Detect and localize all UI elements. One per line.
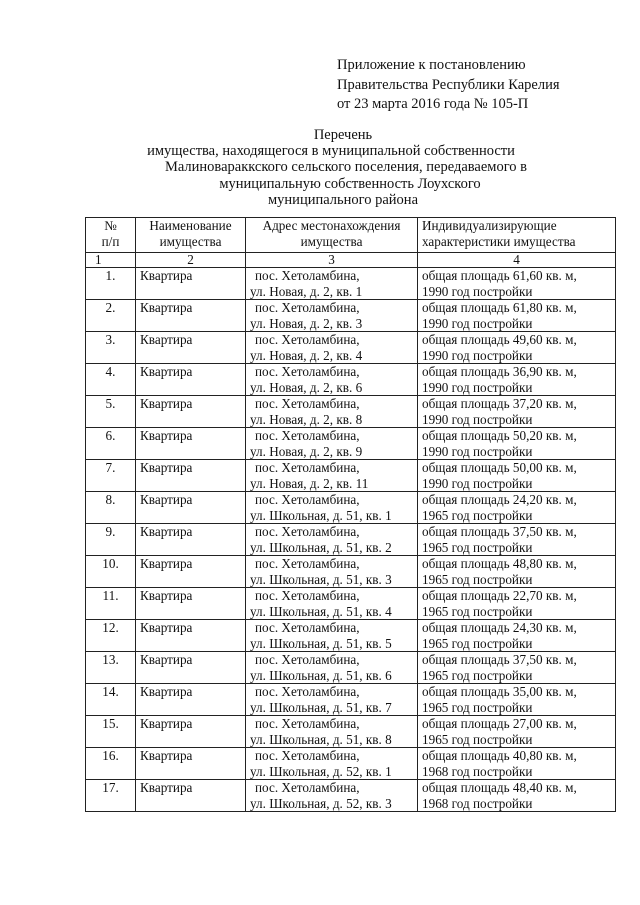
column-number-1: 1 [86,253,136,268]
resolution-header [337,56,637,115]
address-street: ул. Школьная, д. 52, кв. 3 [250,795,392,811]
property-build-year: 1990 год постройки [422,443,533,459]
property-characteristics [418,428,616,460]
column-number-3: 3 [246,253,418,268]
title-line-1: Перечень [313,127,373,143]
address-settlement: пос. Хетоламбина, [255,588,360,603]
property-area: общая площадь 50,20 кв. м, [422,428,577,443]
table-row [86,684,616,716]
row-number: 17. [86,780,136,812]
row-number: 12. [86,620,136,652]
property-name: Квартира [136,588,246,620]
address-street: ул. Новая, д. 2, кв. 6 [250,379,363,395]
property-address [246,780,418,812]
property-build-year: 1990 год постройки [422,379,533,395]
property-characteristics [418,396,616,428]
column-number-2: 2 [136,253,246,268]
address-street: ул. Школьная, д. 51, кв. 5 [250,635,392,651]
property-area: общая площадь 40,80 кв. м, [422,748,577,763]
property-address [246,364,418,396]
address-street: ул. Новая, д. 2, кв. 11 [250,475,369,491]
address-street: ул. Школьная, д. 51, кв. 3 [250,571,392,587]
row-number: 11. [86,588,136,620]
header-line-1: Приложение к постановлению [337,57,526,73]
address-settlement: пос. Хетоламбина, [255,364,360,379]
table-row [86,428,616,460]
property-characteristics [418,780,616,812]
property-build-year: 1965 год постройки [422,699,533,715]
header-characteristics: Индивидуализирующие характеристики имущества [418,218,616,253]
property-name: Квартира [136,620,246,652]
table-row [86,332,616,364]
property-name: Квартира [136,716,246,748]
table-row [86,748,616,780]
property-build-year: 1990 год постройки [422,283,533,299]
property-address [246,460,418,492]
property-area: общая площадь 49,60 кв. м, [422,332,577,347]
property-area: общая площадь 48,80 кв. м, [422,556,577,571]
property-area: общая площадь 24,30 кв. м, [422,620,577,635]
property-name: Квартира [136,492,246,524]
address-settlement: пос. Хетоламбина, [255,332,360,347]
table-row [86,780,616,812]
address-street: ул. Школьная, д. 51, кв. 6 [250,667,392,683]
property-address [246,396,418,428]
property-build-year: 1965 год постройки [422,603,533,619]
property-characteristics [418,620,616,652]
property-address [246,332,418,364]
table-row [86,716,616,748]
property-name: Квартира [136,364,246,396]
property-characteristics [418,364,616,396]
property-name: Квартира [136,460,246,492]
title-line-4: муниципальную собственность Лоухского [219,175,481,192]
property-address [246,268,418,300]
row-number: 10. [86,556,136,588]
address-settlement: пос. Хетоламбина, [255,716,360,731]
property-name: Квартира [136,428,246,460]
property-build-year: 1965 год постройки [422,539,533,555]
property-build-year: 1990 год постройки [422,411,533,427]
property-build-year: 1965 год постройки [422,731,533,747]
property-name: Квартира [136,748,246,780]
table-row [86,556,616,588]
property-area: общая площадь 22,70 кв. м, [422,588,577,603]
row-number: 7. [86,460,136,492]
address-settlement: пос. Хетоламбина, [255,428,360,443]
address-street: ул. Новая, д. 2, кв. 8 [250,411,363,427]
property-address [246,492,418,524]
address-street: ул. Школьная, д. 51, кв. 1 [250,507,392,523]
property-name: Квартира [136,332,246,364]
property-name: Квартира [136,684,246,716]
property-address [246,684,418,716]
property-build-year: 1968 год постройки [422,763,533,779]
header-address: Адрес местонахождения имущества [246,218,418,253]
row-number: 16. [86,748,136,780]
property-table [85,217,616,812]
property-area: общая площадь 61,60 кв. м, [422,268,577,283]
address-street: ул. Школьная, д. 51, кв. 8 [250,731,392,747]
property-characteristics [418,556,616,588]
property-area: общая площадь 50,00 кв. м, [422,460,577,475]
address-settlement: пос. Хетоламбина, [255,524,360,539]
property-address [246,748,418,780]
property-build-year: 1965 год постройки [422,635,533,651]
address-settlement: пос. Хетоламбина, [255,492,360,507]
property-address [246,428,418,460]
table-row [86,300,616,332]
table-row [86,588,616,620]
property-characteristics [418,460,616,492]
row-number: 4. [86,364,136,396]
property-address [246,300,418,332]
row-number: 14. [86,684,136,716]
table-row [86,492,616,524]
document-title [0,127,640,208]
table-row [86,364,616,396]
header-line-2: Правительства Республики Карелия [337,76,560,93]
address-street: ул. Новая, д. 2, кв. 4 [250,347,363,363]
property-characteristics [418,684,616,716]
property-build-year: 1965 год постройки [422,667,533,683]
title-line-3: Малиновараккского сельского поселения, передаваемого в [164,159,528,176]
property-characteristics [418,492,616,524]
property-address [246,620,418,652]
property-characteristics [418,300,616,332]
row-number: 3. [86,332,136,364]
row-number: 8. [86,492,136,524]
address-settlement: пос. Хетоламбина, [255,460,360,475]
property-characteristics [418,332,616,364]
property-build-year: 1965 год постройки [422,507,533,523]
property-name: Квартира [136,524,246,556]
property-area: общая площадь 61,80 кв. м, [422,300,577,315]
property-build-year: 1990 год постройки [422,347,533,363]
address-street: ул. Новая, д. 2, кв. 3 [250,315,363,331]
header-name: Наименование имущества [136,218,246,253]
table-row [86,620,616,652]
property-characteristics [418,652,616,684]
property-address [246,588,418,620]
row-number: 6. [86,428,136,460]
table-header-row [86,218,616,253]
address-settlement: пос. Хетоламбина, [255,620,360,635]
property-build-year: 1965 год постройки [422,571,533,587]
address-street: ул. Школьная, д. 52, кв. 1 [250,763,392,779]
property-name: Квартира [136,268,246,300]
property-area: общая площадь 24,20 кв. м, [422,492,577,507]
address-settlement: пос. Хетоламбина, [255,780,360,795]
address-street: ул. Школьная, д. 51, кв. 7 [250,699,392,715]
property-characteristics [418,716,616,748]
property-characteristics [418,748,616,780]
row-number: 15. [86,716,136,748]
address-settlement: пос. Хетоламбина, [255,652,360,667]
address-street: ул. Новая, д. 2, кв. 9 [250,443,363,459]
title-line-2: имущества, находящегося в муниципальной собственности [147,143,515,160]
row-number: 9. [86,524,136,556]
property-name: Квартира [136,396,246,428]
property-characteristics [418,524,616,556]
row-number: 5. [86,396,136,428]
property-build-year: 1990 год постройки [422,475,533,491]
address-settlement: пос. Хетоламбина, [255,300,360,315]
title-line-5: муниципального района [268,191,418,208]
property-name: Квартира [136,300,246,332]
row-number: 13. [86,652,136,684]
header-line-3: от 23 марта 2016 года № 105-П [337,96,529,112]
property-address [246,652,418,684]
column-numbers-row [86,253,616,268]
property-build-year: 1968 год постройки [422,795,533,811]
property-area: общая площадь 48,40 кв. м, [422,780,577,795]
header-number: № п/п [86,218,136,253]
address-settlement: пос. Хетоламбина, [255,396,360,411]
property-characteristics [418,268,616,300]
property-name: Квартира [136,780,246,812]
property-build-year: 1990 год постройки [422,315,533,331]
address-street: ул. Школьная, д. 51, кв. 2 [250,539,392,555]
address-settlement: пос. Хетоламбина, [255,268,360,283]
address-settlement: пос. Хетоламбина, [255,748,360,763]
address-street: ул. Новая, д. 2, кв. 1 [250,283,363,299]
address-settlement: пос. Хетоламбина, [255,556,360,571]
property-area: общая площадь 37,50 кв. м, [422,524,577,539]
property-address [246,556,418,588]
table-row [86,524,616,556]
table-row [86,460,616,492]
table-row [86,652,616,684]
property-area: общая площадь 37,20 кв. м, [422,396,577,411]
property-characteristics [418,588,616,620]
row-number: 2. [86,300,136,332]
property-area: общая площадь 35,00 кв. м, [422,684,577,699]
property-area: общая площадь 27,00 кв. м, [422,716,577,731]
address-settlement: пос. Хетоламбина, [255,684,360,699]
column-number-4: 4 [418,253,616,268]
property-name: Квартира [136,556,246,588]
row-number: 1. [86,268,136,300]
property-area: общая площадь 36,90 кв. м, [422,364,577,379]
address-street: ул. Школьная, д. 51, кв. 4 [250,603,392,619]
property-address [246,524,418,556]
table-row [86,268,616,300]
property-address [246,716,418,748]
property-area: общая площадь 37,50 кв. м, [422,652,577,667]
table-row [86,396,616,428]
property-name: Квартира [136,652,246,684]
